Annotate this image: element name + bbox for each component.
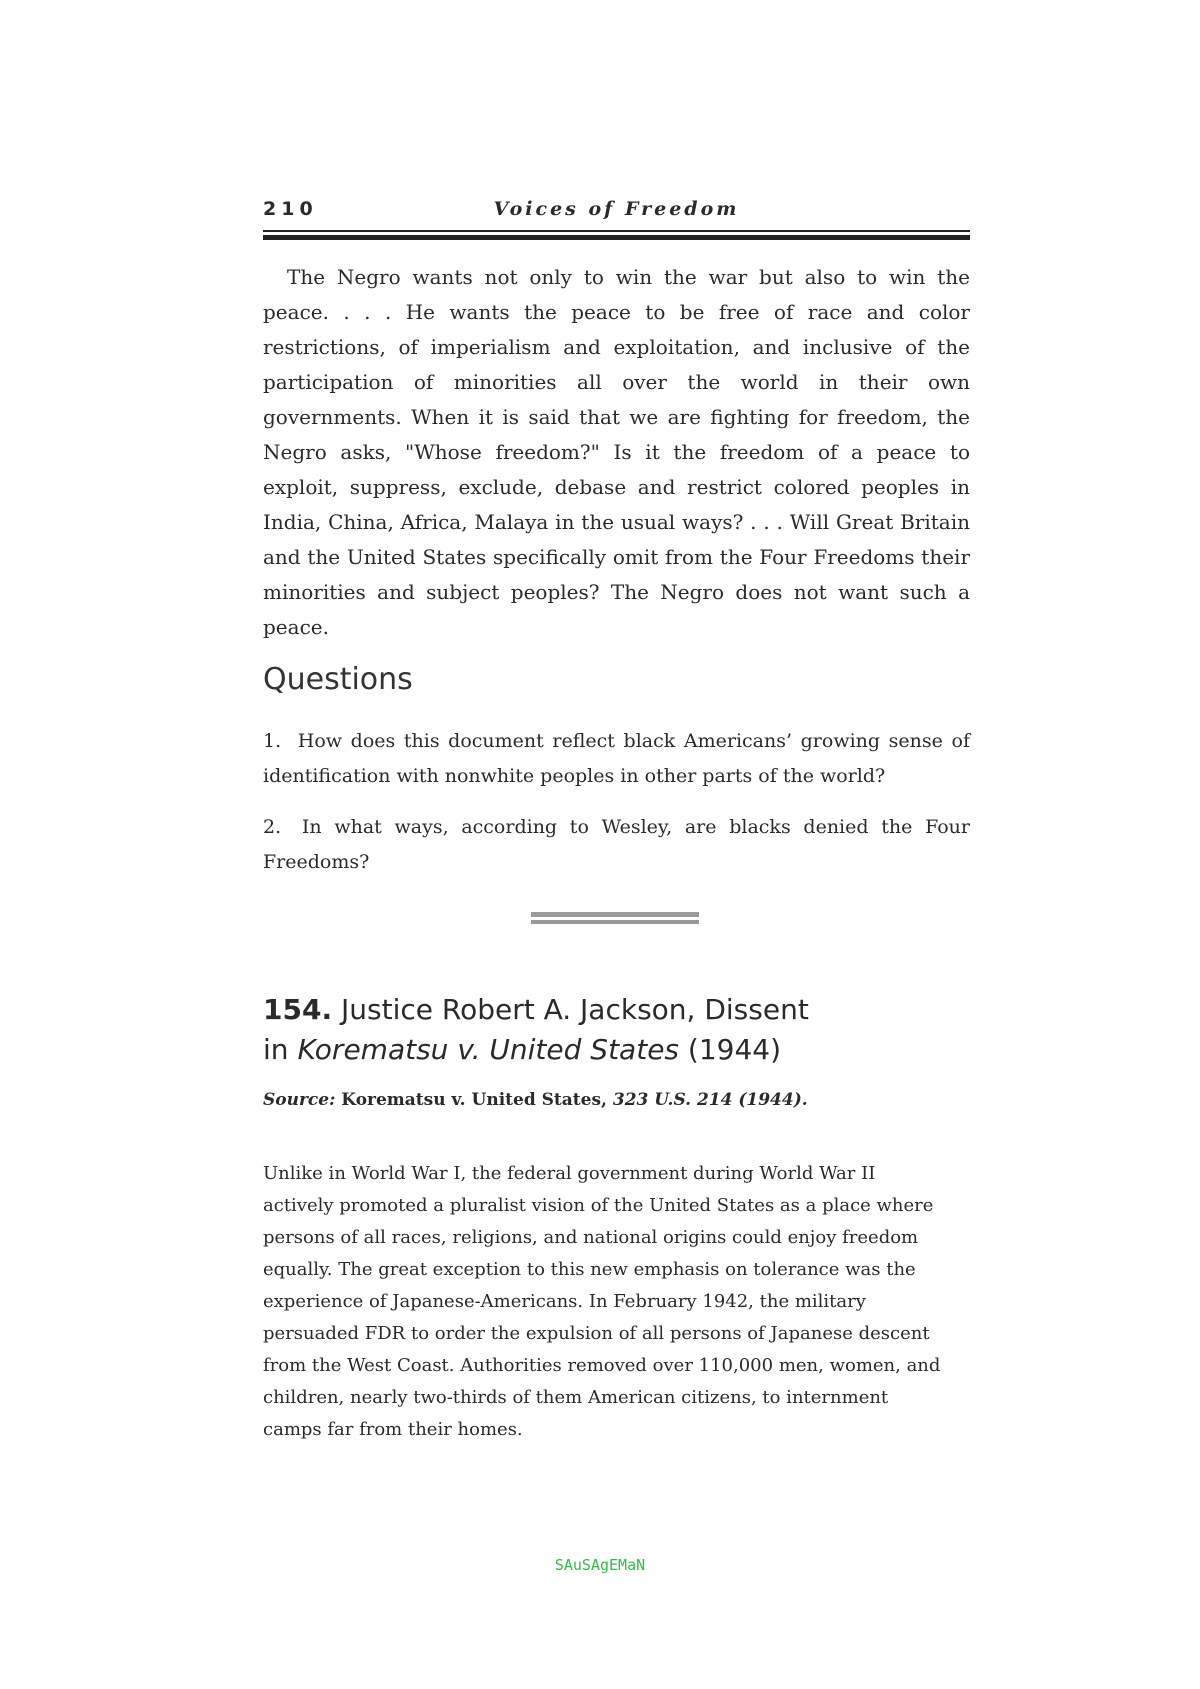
question-number: 2. xyxy=(263,816,282,838)
watermark: SAuSAgEMaN xyxy=(554,1556,646,1574)
page-number: 210 xyxy=(263,198,318,220)
question-text: In what ways, according to Wesley, are blacks denied the Four Freedoms? xyxy=(263,816,970,873)
document-title xyxy=(263,990,970,1070)
question-number: 1. xyxy=(263,730,282,752)
questions-heading: Questions xyxy=(263,662,413,697)
source-citation: 323 U.S. 214 (1944). xyxy=(612,1090,808,1110)
intro-paragraph: Unlike in World War I, the federal government during World War II actively promoted a pluralist vision of the United States as a place where persons of all races, religions, and national origins could enjoy freedom equally. The great exception to this new emphasis on tolerance was the experience of Japanese-Americans. In February 1942, the military persuaded FDR to order the expulsion of all persons of Japanese descent from the West Coast. Authorities removed over 110,000 men, women, and children, nearly two-thirds of them American citizens, to internment camps far from their homes. xyxy=(263,1163,941,1440)
source-label: Source: xyxy=(263,1090,336,1110)
question-text: How does this document reflect black Americans’ growing sense of identification with nonwhite peoples in other parts of the world? xyxy=(263,730,970,787)
running-head xyxy=(263,198,970,226)
book-page xyxy=(263,0,970,1689)
book-title: Voices of Freedom xyxy=(493,198,740,220)
document-title-part1: Justice Robert A. Jackson, Dissent xyxy=(341,993,809,1026)
section-divider-bottom xyxy=(531,920,699,924)
document-number: 154. xyxy=(263,993,333,1026)
source-line xyxy=(263,1090,970,1110)
document-title-case: Korematsu v. United States xyxy=(297,1033,680,1066)
quote-paragraph: The Negro wants not only to win the war but also to win the peace. . . . He wants the peace to be free of race and color restrictions, of imperialism and exploitation, and inclusive of the participation of minorities all over the world in their own governments. When it is said that we are fighting for freedom, the Negro asks, "Whose freedom?" Is it the freedom of a peace to exploit, suppress, exclude, debase and restrict colored peoples in India, China, Africa, Malaya in the usual ways? . . . Will Great Britain and the United States specifically omit from the Four Freedoms their minorities and subject peoples? The Negro does not want such a peace. xyxy=(263,265,970,639)
question-item xyxy=(263,724,970,794)
header-rule-thick xyxy=(263,235,970,240)
section-divider-top xyxy=(531,912,699,917)
question-item xyxy=(263,810,970,880)
source-case: Korematsu v. United States, xyxy=(335,1090,613,1110)
document-title-year: (1944) xyxy=(679,1033,782,1066)
document-title-prefix: in xyxy=(263,1033,298,1066)
header-rule-thin xyxy=(263,230,970,232)
